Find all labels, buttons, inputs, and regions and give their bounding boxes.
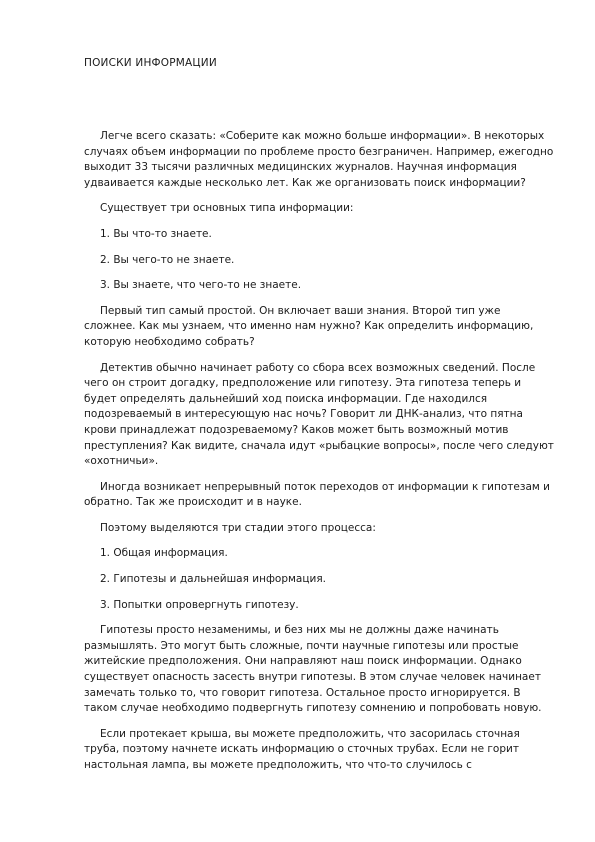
paragraph: Если протекает крыша, вы можете предположить, что засорилась сточная труба, поэтому начнете искать информацию о сточных трубах. Если не горит настольная лампа, вы можете предположить, что что-то случилось с (84, 727, 520, 771)
paragraph: Поэтому выделяются три стадии этого процесса: (100, 521, 376, 534)
list-item: 2. Вы чего-то не знаете. (100, 253, 235, 266)
list-item: 1. Вы что-то знаете. (100, 227, 212, 240)
paragraph: Существует три основных типа информации: (100, 202, 354, 215)
document-title: ПОИСКИ ИНФОРМАЦИИ (84, 57, 217, 69)
paragraph: Первый тип самый простой. Он включает ваши знания. Второй тип уже сложнее. Как мы узнаем, что именно нам нужно? Как определить информацию, которую необходимо собрать? (84, 304, 534, 348)
paragraph: Детектив обычно начинает работу со сбора всех возможных сведений. После чего он строит догадку, предположение или гипотезу. Эта гипотеза теперь и будет определять дальнейший ход поиска информации. Где находился подозреваемый в интересующую нас ночь? Говорит ли ДНК-анализ, что пятна крови принадлежат подозреваемому? Каков может быть возможный мотив преступления? Как видите, сначала идут «рыбацкие вопросы», после чего следуют «охотничьи». (84, 361, 554, 468)
list-item: 3. Попытки опровергнуть гипотезу. (100, 598, 299, 611)
paragraph: Легче всего сказать: «Соберите как можно больше информации». В некоторых случаях объем информации по проблеме просто безграничен. Например, ежегодно выходит 33 тысячи различных медицинских журналов. Научная информация удваивается каждые несколько лет. Как же организовать поиск информации? (84, 130, 554, 189)
list-item: 2. Гипотезы и дальнейшая информация. (100, 573, 326, 586)
list-item: 1. Общая информация. (100, 547, 228, 560)
document-body (84, 129, 554, 784)
list-item: 3. Вы знаете, что чего-то не знаете. (100, 279, 302, 292)
paragraph: Гипотезы просто незаменимы, и без них мы не должны даже начинать размышлять. Это могут быть сложные, почти научные гипотезы или простые житейские предположения. Они направляют наш поиск информации. Однако существует опасность засесть внутри гипотезы. В этом случае человек начинает замечать только то, что говорит гипотеза. Остальное просто игнорируется. В таком случае необходимо подвергнуть гипотезу сомнению и попробовать новую. (84, 624, 542, 715)
paragraph: Иногда возникает непрерывный поток переходов от информации к гипотезам и обратно. Так же происходит и в науке. (84, 480, 550, 509)
